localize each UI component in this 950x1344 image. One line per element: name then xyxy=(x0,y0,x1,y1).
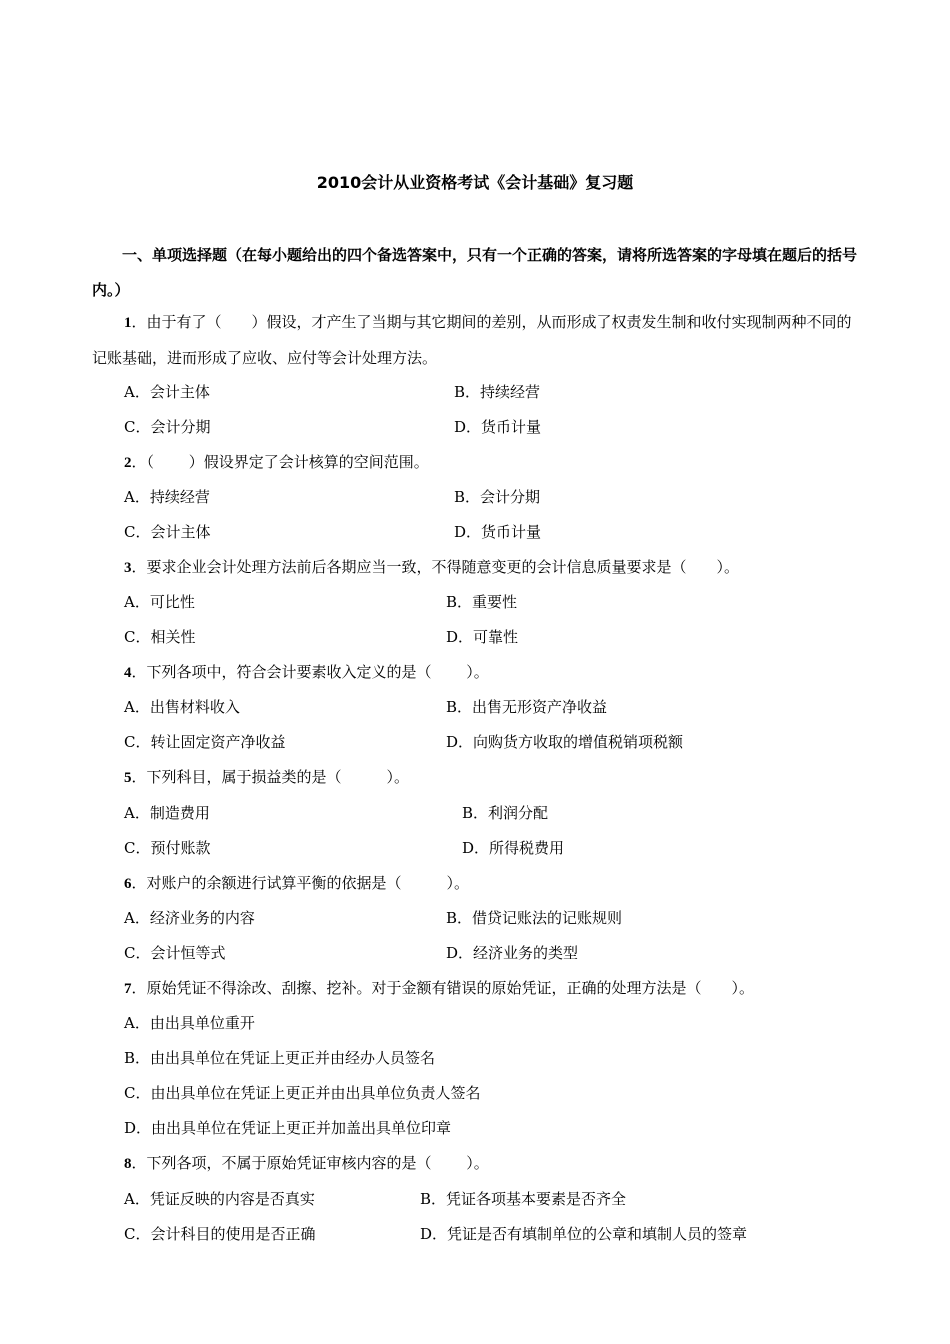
option-d: D．货币计量 xyxy=(454,523,542,541)
question-3 xyxy=(92,550,862,586)
option-c: C．会计主体 xyxy=(124,523,211,541)
option-d: D．货币计量 xyxy=(454,418,542,436)
question-7 xyxy=(92,971,862,1007)
option-c: C．会计科目的使用是否正确 xyxy=(124,1225,316,1243)
option-d: D．由出具单位在凭证上更正并加盖出具单位印章 xyxy=(124,1119,452,1137)
question-6 xyxy=(92,866,862,902)
option-b: B．凭证各项基本要素是否齐全 xyxy=(420,1190,627,1208)
question-number: 5 xyxy=(124,770,132,786)
question-number: 2 xyxy=(124,455,132,471)
option-b: B．利润分配 xyxy=(462,804,549,822)
option-c: C．转让固定资产净收益 xyxy=(124,733,286,751)
question-text: ．（ ）假设界定了会计核算的空间范围。 xyxy=(131,453,429,471)
option-b: B．由出具单位在凭证上更正并由经办人员签名 xyxy=(124,1049,436,1067)
option-b: B．出售无形资产净收益 xyxy=(446,698,608,716)
option-d: D．凭证是否有填制单位的公章和填制人员的签章 xyxy=(420,1225,748,1243)
option-a: A．由出具单位重开 xyxy=(124,1014,255,1032)
option-a: A．经济业务的内容 xyxy=(124,909,255,927)
section-heading: 一、单项选择题（在每小题给出的四个备选答案中，只有一个正确的答案，请将所选答案的字母填在题后的括号内。） xyxy=(92,246,858,299)
question-5 xyxy=(92,760,862,796)
option-c: C．会计恒等式 xyxy=(124,944,226,962)
option-b: B．持续经营 xyxy=(454,383,541,401)
question-number: 1 xyxy=(124,315,132,331)
document-title: 2010会计从业资格考试《会计基础》复习题 xyxy=(316,173,634,192)
option-a: A．凭证反映的内容是否真实 xyxy=(124,1190,315,1208)
option-a: A．出售材料收入 xyxy=(124,698,240,716)
option-a: A．会计主体 xyxy=(124,383,210,401)
question-number: 3 xyxy=(124,560,132,576)
option-a: A．持续经营 xyxy=(124,488,210,506)
question-text: ．下列各项中，符合会计要素收入定义的是（ ）。 xyxy=(131,663,489,681)
question-text: ．下列科目，属于损益类的是（ ）。 xyxy=(131,768,410,786)
option-c: C．预付账款 xyxy=(124,839,211,857)
option-c: C．相关性 xyxy=(124,628,196,646)
option-b: B．借贷记账法的记账规则 xyxy=(446,909,623,927)
question-number: 4 xyxy=(124,665,132,681)
option-a: A．可比性 xyxy=(124,593,195,611)
question-number: 6 xyxy=(124,876,132,892)
option-b: B．重要性 xyxy=(446,593,518,611)
option-b: B．会计分期 xyxy=(454,488,541,506)
question-text: ．原始凭证不得涂改、刮擦、挖补。对于金额有错误的原始凭证，正确的处理方法是（ ）。 xyxy=(131,979,755,997)
question-text: ．下列各项，不属于原始凭证审核内容的是（ ）。 xyxy=(131,1154,489,1172)
question-number: 8 xyxy=(124,1156,132,1172)
question-text: ．要求企业会计处理方法前后各期应当一致，不得随意变更的会计信息质量要求是（ ）。 xyxy=(131,558,740,576)
question-text: ．由于有了（ ）假设，才产生了当期与其它期间的差别，从而形成了权责发生制和收付实现制两种不同的记账基础，进而形成了应收、应付等会计处理方法。 xyxy=(92,313,852,367)
option-d: D．向购货方收取的增值税销项税额 xyxy=(446,733,684,751)
question-1 xyxy=(92,305,862,376)
option-d: D．经济业务的类型 xyxy=(446,944,579,962)
question-text: ．对账户的余额进行试算平衡的依据是（ ）。 xyxy=(131,874,470,892)
question-8 xyxy=(92,1146,862,1182)
question-number: 7 xyxy=(124,981,132,997)
option-a: A．制造费用 xyxy=(124,804,210,822)
question-4 xyxy=(92,655,862,691)
option-d: D．所得税费用 xyxy=(462,839,565,857)
option-c: C．由出具单位在凭证上更正并由出具单位负责人签名 xyxy=(124,1084,481,1102)
question-2 xyxy=(92,445,862,481)
option-d: D．可靠性 xyxy=(446,628,519,646)
option-c: C．会计分期 xyxy=(124,418,211,436)
